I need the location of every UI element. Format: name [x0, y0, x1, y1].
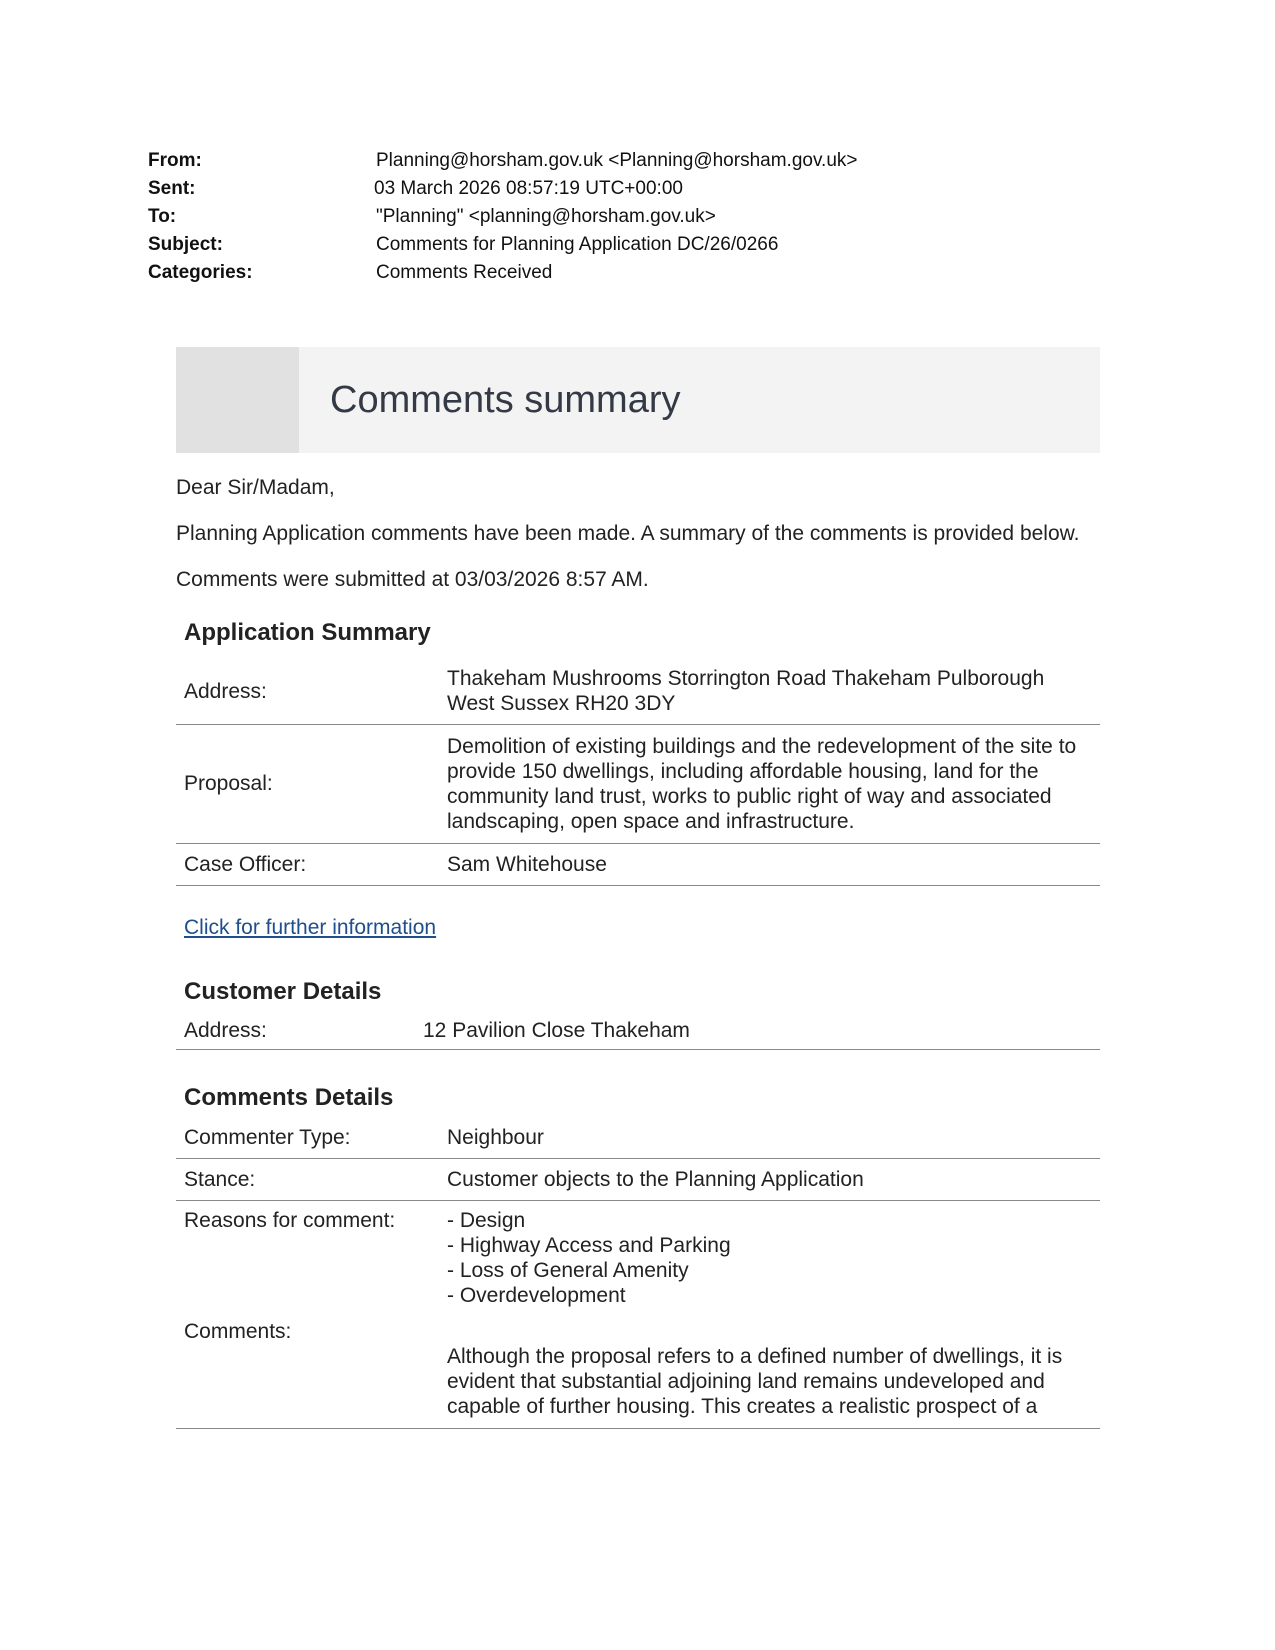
further-information-link[interactable]: Click for further information [184, 915, 437, 939]
application-summary-title: Application Summary [184, 619, 431, 646]
table-row [176, 659, 1100, 724]
sent-label: Sent: [148, 178, 196, 199]
submitted-line: Comments were submitted at 03/03/2026 8:57 AM. [176, 568, 649, 591]
link-container [176, 916, 1100, 940]
stance-value: Customer objects to the Planning Application [447, 1158, 1100, 1200]
greeting: Dear Sir/Madam, [176, 476, 335, 499]
application-summary-table [176, 659, 1100, 886]
table-row [176, 843, 1100, 885]
address-label: Address: [176, 659, 447, 724]
summary-banner [176, 347, 1100, 453]
customer-address-value: 12 Pavilion Close Thakeham [423, 1012, 1100, 1050]
banner-side-block [176, 347, 299, 453]
email-body [176, 347, 1100, 1429]
reason-item: - Highway Access and Parking [447, 1233, 731, 1257]
commenter-type-value: Neighbour [447, 1118, 1100, 1158]
comments-details-title: Comments Details [184, 1084, 394, 1111]
reason-item: - Loss of General Amenity [447, 1258, 689, 1282]
to-label: To: [148, 206, 177, 227]
to-value: "Planning" <planning@horsham.gov.uk> [376, 206, 716, 227]
customer-details-title: Customer Details [184, 977, 382, 1005]
table-row [176, 724, 1100, 843]
table-row [176, 1200, 1100, 1428]
commenter-type-label: Commenter Type: [176, 1118, 447, 1158]
table-row [176, 1012, 1100, 1050]
case-officer-label: Case Officer: [176, 843, 447, 885]
proposal-label: Proposal: [176, 724, 447, 843]
intro-line: Planning Application comments have been made. A summary of the comments is provided below. [176, 522, 1080, 545]
customer-address-label: Address: [176, 1012, 423, 1050]
reason-item: - Design [447, 1208, 526, 1232]
comments-text: Although the proposal refers to a defined number of dwellings, it is evident that substantial adjoining land remains undeveloped and capable of further housing. This creates a realistic prospect of a [447, 1344, 1063, 1418]
table-row [176, 1118, 1100, 1158]
customer-details-table [176, 1012, 1100, 1051]
proposal-value: Demolition of existing buildings and the redevelopment of the site to provide 150 dwellings, including affordable housing, land for the community land trust, works to public right of way and associated landscaping, open space and infrastructure. [447, 724, 1100, 843]
subject-value: Comments for Planning Application DC/26/0266 [376, 234, 779, 255]
from-value: Planning@horsham.gov.uk <Planning@horsham.gov.uk> [376, 150, 858, 171]
stance-label: Stance: [176, 1158, 447, 1200]
comments-values-cell [447, 1200, 1100, 1428]
comments-labels-cell [176, 1200, 447, 1428]
comments-label: Comments: [184, 1319, 292, 1343]
table-row [176, 1158, 1100, 1200]
subject-label: Subject: [148, 234, 223, 255]
banner-title: Comments summary [330, 379, 681, 421]
categories-label: Categories: [148, 262, 253, 283]
categories-value: Comments Received [376, 262, 553, 283]
comments-details-table [176, 1118, 1100, 1429]
reason-item: - Overdevelopment [447, 1283, 626, 1307]
reasons-label: Reasons for comment: [184, 1208, 396, 1232]
sent-value: 03 March 2026 08:57:19 UTC+00:00 [374, 178, 683, 199]
case-officer-value: Sam Whitehouse [447, 843, 1100, 885]
address-value: Thakeham Mushrooms Storrington Road Thakeham Pulborough West Sussex RH20 3DY [447, 659, 1100, 724]
from-label: From: [148, 150, 202, 171]
